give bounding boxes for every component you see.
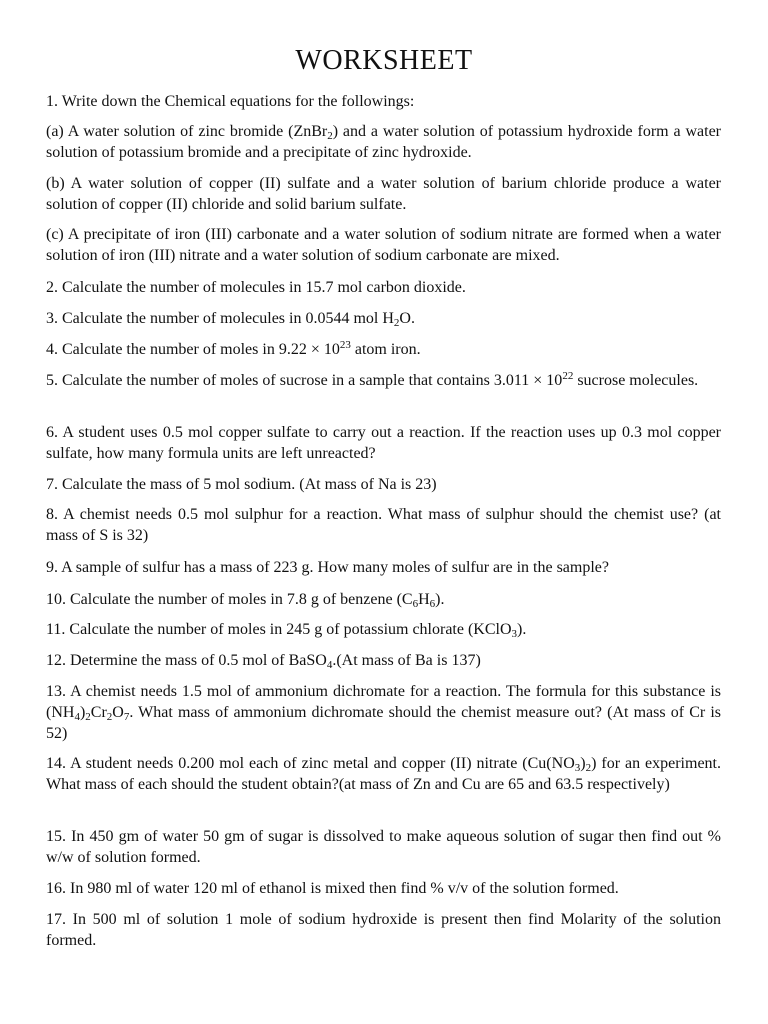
question-3: 3. Calculate the number of molecules in 0.0544 mol $H_2O$. — [46, 310, 415, 329]
question-7: 7. Calculate the mass of 5 mol sodium. (At mass of Na is 23) — [46, 476, 437, 493]
question-5: 5. Calculate the number of moles of sucrose in a sample that contains $3.011 \times 10^{22}$ sucrose molecules. — [46, 370, 699, 389]
question-1c: (c) A precipitate of iron (III) carbonate and a water solution of sodium nitrate are formed when a water solution of iron (III) nitrate and a water solution of sodium carbonate are mixed. — [46, 226, 721, 264]
question-9: 9. A sample of sulfur has a mass of 223 g. How many moles of sulfur are in the sample? — [46, 559, 609, 576]
question-1b: (b) A water solution of copper (II) sulfate and a water solution of barium chloride produce a water solution of copper (II) chloride and solid barium sulfate. — [46, 175, 721, 213]
question-4: 4. Calculate the number of moles in $9.22 \times 10^{23}$ atom iron. — [46, 339, 421, 358]
question-6: 6. A student uses 0.5 mol copper sulfate to carry out a reaction. If the reaction uses up 0.3 mol copper sulfate, how many formula units are left unreacted? — [46, 424, 721, 462]
question-15: 15. In 450 gm of water 50 gm of sugar is dissolved to make aqueous solution of sugar then find out % w/w of solution formed. — [46, 828, 721, 866]
question-8: 8. A chemist needs 0.5 mol sulphur for a reaction. What mass of sulphur should the chemist use? (at mass of S is 32) — [46, 506, 721, 544]
question-1a: (a) A water solution of zinc bromide (ZnBr$_2$) and a water solution of potassium hydroxide form a water solution of potassium bromide and a precipitate of zinc hydroxide. — [46, 123, 721, 161]
page-title: WORKSHEET — [295, 45, 473, 76]
question-2: 2. Calculate the number of molecules in 15.7 mol carbon dioxide. — [46, 279, 466, 296]
question-13: 13. A chemist needs 1.5 mol of ammonium dichromate for a reaction. The formula for this substance is $(NH_4)_2Cr_2O_7$. What mass of ammonium dichromate should the chemist measure out? (At mass of Cr is 52) — [46, 683, 721, 742]
question-1: 1. Write down the Chemical equations for the followings: — [46, 93, 415, 110]
question-17: 17. In 500 ml of solution 1 mole of sodium hydroxide is present then find Molarity of the solution formed. — [46, 911, 721, 949]
question-10: 10. Calculate the number of moles in 7.8 g of benzene $(C_6H_6)$. — [46, 591, 445, 610]
question-11: 11. Calculate the number of moles in 245 g of potassium chlorate (KClO$_3$). — [46, 621, 527, 640]
question-12: 12. Determine the mass of 0.5 mol of BaSO$_4$.(At mass of Ba is 137) — [46, 652, 481, 671]
question-14: 14. A student needs 0.200 mol each of zinc metal and copper (II) nitrate $(Cu(NO_3)_2)$ for an experiment. What mass of each should the student obtain?(at mass of Zn and Cu are 65 and 63.5 respectively) — [46, 755, 721, 793]
question-16: 16. In 980 ml of water 120 ml of ethanol is mixed then find % v/v of the solution formed. — [46, 880, 619, 897]
